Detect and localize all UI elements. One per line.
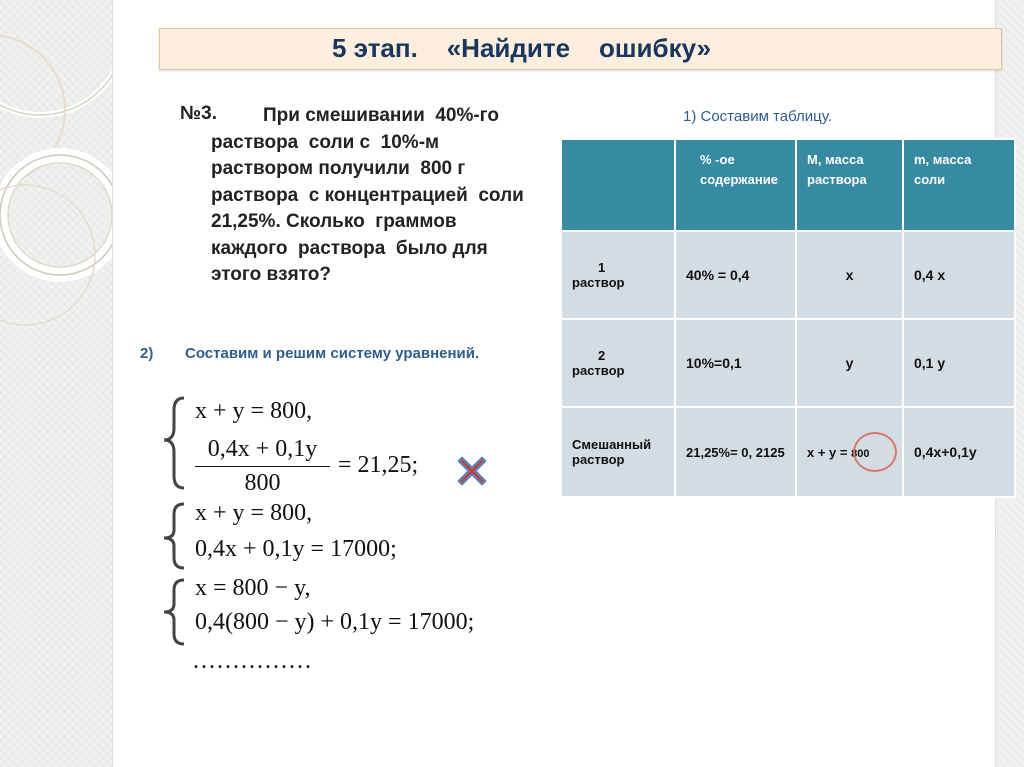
eq-sys1-numerator: 0,4x + 0,1y [207, 436, 318, 462]
problem-number: №3. [180, 103, 218, 124]
row-label [561, 319, 675, 407]
problem-line: 21,25%. Сколько граммов [211, 211, 457, 232]
eq-sys2-line1: x + y = 800, [195, 500, 313, 526]
problem-line: этого взято? [211, 264, 331, 285]
red-x-icon [456, 454, 488, 486]
cell-salt: 0,4 x [903, 231, 1015, 319]
problem-line: раствора с концентрацией соли [211, 184, 524, 206]
brace-system-3 [164, 580, 184, 644]
eq-sys1-line1: x + y = 800, [195, 398, 313, 424]
table-row [561, 231, 1015, 319]
table-row [561, 407, 1015, 497]
step2-label: Составим и решим систему уравнений. [185, 345, 480, 362]
cell-mass: x [796, 231, 903, 319]
brace-system-1 [164, 398, 184, 488]
eq-sys2-line2: 0,4x + 0,1y = 17000; [195, 536, 397, 562]
cell-percent: 21,25%= 0, 2125 [675, 407, 796, 497]
solution-table [560, 138, 1016, 498]
highlight-circle [853, 432, 897, 472]
decorative-circles-icon [0, 0, 112, 767]
row-label-top: 2 [598, 348, 606, 363]
cell-mass: y [796, 319, 903, 407]
header-cell-salt: m, масса соли [903, 139, 1015, 231]
row-label-bottom: раствор [572, 275, 625, 290]
row-label [561, 407, 675, 497]
cell-percent: 10%=0,1 [675, 319, 796, 407]
problem-statement [211, 103, 556, 289]
cell-mass-text: x + y = [807, 444, 852, 460]
eq-ellipsis: …………… [192, 648, 312, 674]
system-braces [160, 392, 190, 657]
row-label [561, 231, 675, 319]
row-label-top: Смешанный [572, 437, 652, 452]
problem-line: раствором получили 800 г [211, 158, 466, 179]
left-decorative-strip [0, 0, 113, 767]
eq-sys1-rhs: = 21,25; [338, 452, 419, 478]
header-percent-text: % -ое содержание [700, 152, 778, 187]
cell-salt: 0,4x+0,1y [903, 407, 1015, 497]
cell-percent: 40% = 0,4 [675, 231, 796, 319]
problem-line: При смешивании 40%-го [263, 105, 499, 126]
table-row [561, 319, 1015, 407]
eq-sys3-line1: x = 800 − y, [195, 575, 311, 601]
brace-system-2 [164, 504, 184, 568]
row-label-bottom: раствор [572, 452, 625, 467]
cell-mass-highlight: 800 [851, 447, 870, 460]
fraction-bar [195, 466, 330, 467]
cell-salt: 0,1 y [903, 319, 1015, 407]
slide-title: 5 этап. «Найдите ошибку» [332, 33, 712, 63]
problem-line: раствора соли с 10%-м [211, 131, 440, 153]
row-label-top: 1 [598, 260, 606, 275]
step1-label: 1) Составим таблицу. [683, 108, 832, 125]
eq-sys1-denominator: 800 [244, 470, 281, 496]
header-cell-mass: М, масса раствора [796, 139, 903, 231]
row-label-bottom: раствор [572, 363, 625, 378]
eq-sys3-line2: 0,4(800 − y) + 0,1y = 17000; [195, 609, 475, 635]
header-cell-percent [675, 139, 796, 231]
problem-line: каждого раствора было для [211, 237, 488, 259]
step2-number: 2) [140, 345, 154, 362]
title-bar [159, 28, 1002, 70]
header-cell-empty [561, 139, 675, 231]
table-header-row [561, 139, 1015, 231]
